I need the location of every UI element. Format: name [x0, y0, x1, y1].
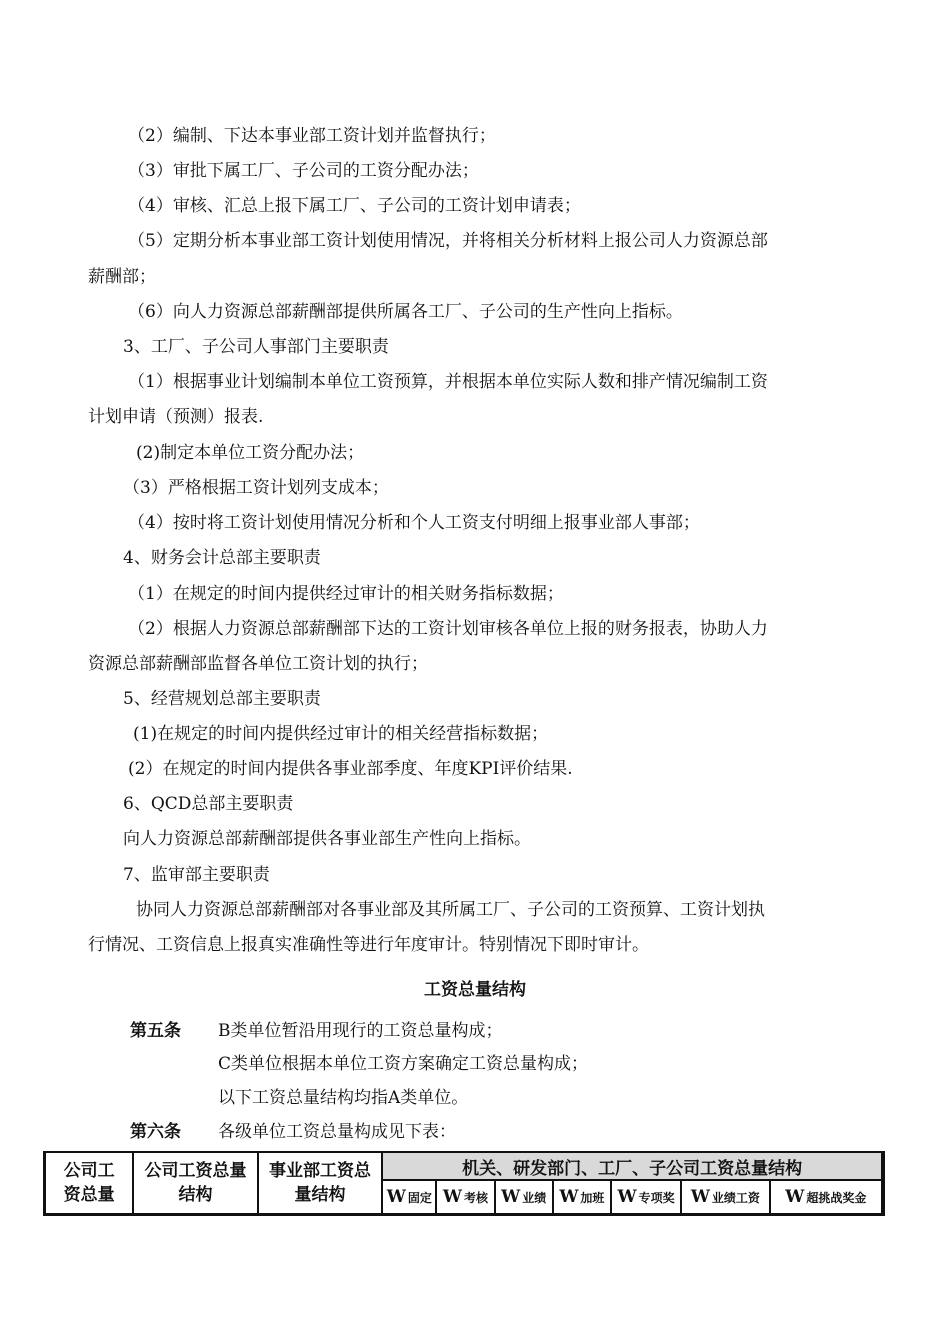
paragraph: （4）审核、汇总上报下属工厂、子公司的工资计划申请表；: [128, 196, 581, 216]
paragraph: 资源总部薪酬部监督各单位工资计划的执行；: [88, 654, 428, 674]
section-heading: 3、工厂、子公司人事部门主要职责: [123, 337, 389, 357]
sub-header-overtime: W 加班: [553, 1180, 611, 1215]
paragraph: （2）编制、下达本事业部工资计划并监督执行；: [128, 126, 496, 146]
sub-header-challenge-bonus: W 超挑战奖金: [770, 1180, 883, 1215]
section-heading: 4、财务会计总部主要职责: [123, 548, 321, 568]
sub-header-fixed: W 固定: [382, 1180, 436, 1215]
col-division-structure: 事业部工资总量结构: [258, 1152, 382, 1215]
paragraph: 行情况、工资信息上报真实准确性等进行年度审计。特别情况下即时审计。: [88, 935, 649, 955]
paragraph: （2）根据人力资源总部薪酬部下达的工资计划审核各单位上报的财务报表，协助人力: [128, 619, 768, 639]
band-header: 机关、研发部门、工厂、子公司工资总量结构: [382, 1152, 883, 1180]
paragraph: 向人力资源总部薪酬部提供各事业部生产性向上指标。: [123, 829, 531, 849]
paragraph: （5）定期分析本事业部工资计划使用情况，并将相关分析材料上报公司人力资源总部: [128, 231, 768, 251]
section-heading: 7、监审部主要职责: [123, 865, 270, 885]
section-heading: 6、QCD总部主要职责: [123, 794, 294, 814]
paragraph: (2）在规定的时间内提供各事业部季度、年度KPI评价结果.: [128, 759, 573, 779]
page-title: 工资总量结构: [424, 980, 526, 1000]
paragraph: （6）向人力资源总部薪酬部提供所属各工厂、子公司的生产性向上指标。: [128, 302, 683, 322]
section-heading: 5、经营规划总部主要职责: [123, 689, 321, 709]
paragraph: 计划申请（预测）报表.: [88, 407, 264, 427]
article-text: 各级单位工资总量构成见下表：: [218, 1122, 456, 1142]
article-label: 第五条: [130, 1021, 181, 1041]
sub-header-performance: W 业绩: [495, 1180, 553, 1215]
col-company-total: 公司工资总量: [45, 1152, 134, 1215]
sub-header-performance-pay: W 业绩工资: [681, 1180, 769, 1215]
sub-header-assess: W 考核: [436, 1180, 494, 1215]
paragraph: (2)制定本单位工资分配办法；: [136, 443, 365, 463]
sub-header-special-bonus: W 专项奖: [611, 1180, 681, 1215]
col-company-structure: 公司工资总量结构: [133, 1152, 257, 1215]
article-text: 以下工资总量结构均指A类单位。: [218, 1088, 469, 1108]
article-text: B类单位暂沿用现行的工资总量构成；: [218, 1021, 503, 1041]
article-label: 第六条: [130, 1122, 181, 1142]
paragraph: 薪酬部；: [88, 267, 156, 287]
paragraph: (1)在规定的时间内提供经过审计的相关经营指标数据；: [133, 724, 549, 744]
article-text: C类单位根据本单位工资方案确定工资总量构成；: [218, 1054, 589, 1074]
paragraph: 协同人力资源总部薪酬部对各事业部及其所属工厂、子公司的工资预算、工资计划执: [136, 900, 765, 920]
paragraph: （1）在规定的时间内提供经过审计的相关财务指标数据；: [128, 584, 564, 604]
paragraph: （3）严格根据工资计划列支成本；: [123, 478, 389, 498]
paragraph: （1）根据事业计划编制本单位工资预算，并根据本单位实际人数和排产情况编制工资: [128, 372, 768, 392]
paragraph: （3）审批下属工厂、子公司的工资分配办法；: [128, 161, 479, 181]
paragraph: （4）按时将工资计划使用情况分析和个人工资支付明细上报事业部人事部；: [128, 513, 700, 533]
salary-structure-table: [43, 1151, 885, 1216]
